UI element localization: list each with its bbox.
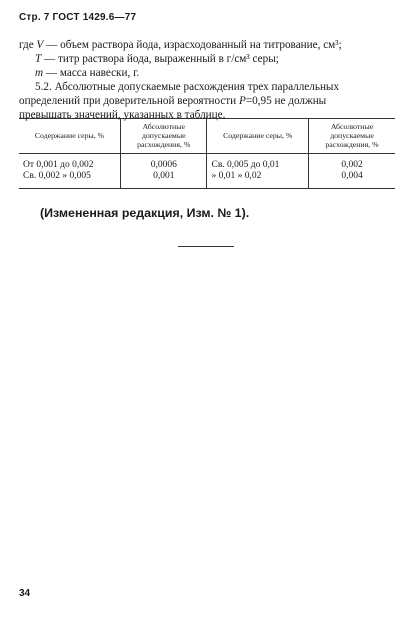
cell-value: 0,0006 0,001: [121, 154, 207, 189]
clause-line: 5.2. Абсолютные допускаемые расхождения трех параллельных: [35, 81, 340, 93]
divider: [178, 246, 234, 247]
header-tolerance: Абсолютные допускаемые расхождения, %: [309, 119, 396, 154]
definition-line: m — масса навески, г.: [35, 67, 140, 79]
symbol-t: T: [35, 53, 42, 65]
standard-number: ГОСТ 1429.6—77: [52, 12, 137, 23]
symbol-m: m: [35, 67, 44, 79]
definitions-block: [19, 38, 395, 80]
amendment-note: (Измененная редакция, Изм. № 1).: [40, 206, 250, 220]
page-number: 34: [19, 588, 31, 599]
symbol-p: P: [238, 95, 246, 107]
table-row: [19, 154, 395, 189]
clause-5-2: [19, 80, 395, 122]
page-header: [19, 12, 136, 23]
table-header-row: [19, 119, 395, 154]
definition-line: T — титр раствора йода, выраженный в г/см³ серы;: [35, 53, 279, 65]
clause-line: определений при доверительной вероятности P=0,95 не должны: [19, 95, 327, 107]
header-sulfur-content: Содержание серы, %: [207, 119, 309, 154]
page-label: Стр. 7: [19, 12, 50, 23]
cell-range: От 0,001 до 0,002 Св. 0,002 » 0,005: [19, 154, 121, 189]
header-tolerance: Абсолютные допускаемые расхождения, %: [121, 119, 207, 154]
cell-value: 0,002 0,004: [309, 154, 396, 189]
cell-range: Св. 0,005 до 0,01 » 0,01 » 0,02: [207, 154, 309, 189]
tolerance-table: [19, 118, 395, 189]
clause-line: превышать значений, указанных в таблице.: [19, 109, 226, 121]
definition-line: где V — объем раствора йода, израсходованный на титрование, см³;: [19, 39, 342, 51]
symbol-v: V: [36, 39, 44, 51]
header-sulfur-content: Содержание серы, %: [19, 119, 121, 154]
